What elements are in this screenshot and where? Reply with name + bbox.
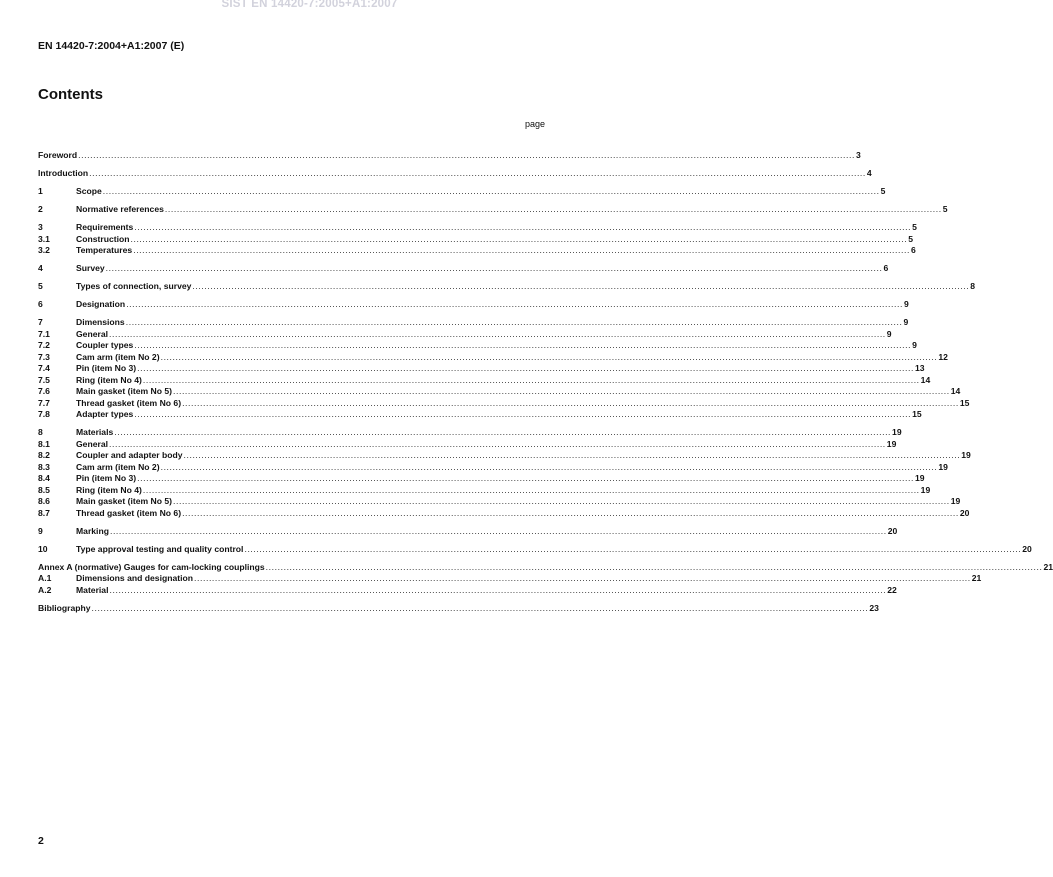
toc-entry[interactable] xyxy=(38,561,1053,574)
toc-entry-number: 8.1 xyxy=(38,438,50,449)
toc-entry-title: Pin (item No 3) xyxy=(76,473,137,483)
toc-entry[interactable] xyxy=(38,374,931,387)
toc-entry-title: Types of connection, survey xyxy=(76,281,192,291)
toc-entry-number: 2 xyxy=(38,204,43,214)
toc-entry[interactable] xyxy=(38,328,892,341)
toc-entry-number: 3.2 xyxy=(38,245,50,255)
toc-entry-page: 15 xyxy=(959,397,970,408)
toc-entry[interactable] xyxy=(38,317,909,329)
toc-entry-title: Adapter types xyxy=(76,409,134,419)
toc-entry-number: 7.4 xyxy=(38,363,50,373)
toc-dot-leader: .................................................................................................................................................................................................................................................................... xyxy=(160,461,938,472)
toc-entry-page: 8 xyxy=(970,281,975,291)
toc-entry[interactable] xyxy=(38,496,961,508)
toc-entry-title: Ring (item No 4) xyxy=(76,484,142,495)
toc-dot-leader: .................................................................................................................................................................................................................................................................... xyxy=(125,317,903,327)
toc-entry-page: 13 xyxy=(914,363,925,373)
toc-dot-leader: .................................................................................................................................................................................................................................................................... xyxy=(244,543,1022,554)
toc-entry-number: A.2 xyxy=(38,584,52,595)
toc-entry-number: 8.6 xyxy=(38,496,50,506)
toc-entry-title: Survey xyxy=(76,263,105,273)
toc-dot-leader: .................................................................................................................................................................................................................................................................... xyxy=(183,450,961,460)
toc-entry[interactable] xyxy=(38,386,961,398)
toc-entry-title: Annex A (normative) Gauges for cam-locking couplings xyxy=(38,561,265,572)
page-title: Contents xyxy=(38,86,103,103)
toc-dot-leader: .................................................................................................................................................................................................................................................................... xyxy=(78,150,855,160)
toc-entry-title: Pin (item No 3) xyxy=(76,363,137,373)
toc-entry-page: 20 xyxy=(1022,543,1032,554)
toc-entry[interactable] xyxy=(38,263,889,275)
toc-entry[interactable] xyxy=(38,450,971,462)
page-number: 2 xyxy=(38,835,44,847)
toc-entry-title: Coupler types xyxy=(76,340,134,350)
toc-entry[interactable] xyxy=(38,427,902,439)
toc-entry-title: Coupler and adapter body xyxy=(76,450,183,460)
toc-dot-leader: .................................................................................................................................................................................................................................................................... xyxy=(91,602,869,613)
toc-entry-title: Designation xyxy=(76,299,126,309)
toc-entry-title: Thread gasket (item No 6) xyxy=(76,397,182,408)
toc-dot-leader: .................................................................................................................................................................................................................................................................... xyxy=(142,484,920,495)
toc-entry-page: 19 xyxy=(886,438,897,449)
toc-entry-page: 5 xyxy=(942,204,948,214)
toc-entry-title: Foreword xyxy=(38,150,78,160)
toc-dot-leader: .................................................................................................................................................................................................................................................................... xyxy=(142,374,920,385)
toc-entry-title: Materials xyxy=(76,427,114,437)
toc-entry-title: Marking xyxy=(76,525,109,536)
toc-dot-leader: .................................................................................................................................................................................................................................................................... xyxy=(89,168,866,178)
toc-entry[interactable] xyxy=(38,245,916,257)
toc-entry-number: 8.4 xyxy=(38,473,50,483)
toc-entry[interactable] xyxy=(38,573,982,585)
toc-entry-page: 19 xyxy=(914,473,925,483)
toc-entry-page: 23 xyxy=(869,602,879,613)
toc-entry-number: 5 xyxy=(38,281,43,291)
toc-entry[interactable] xyxy=(38,602,879,615)
toc-entry[interactable] xyxy=(38,186,886,198)
toc-entry-number: 7.5 xyxy=(38,374,50,385)
toc-entry[interactable] xyxy=(38,150,861,162)
toc-dot-leader: .................................................................................................................................................................................................................................................................... xyxy=(137,363,914,373)
toc-entry-page: 19 xyxy=(920,484,931,495)
toc-entry-title: Requirements xyxy=(76,222,134,232)
toc-dot-leader: .................................................................................................................................................................................................................................................................... xyxy=(182,507,959,518)
toc-entry-title: Type approval testing and quality control xyxy=(76,543,244,554)
toc-entry-title: General xyxy=(76,328,109,339)
toc-entry-number: 7 xyxy=(38,317,43,327)
toc-entry-page: 4 xyxy=(866,168,872,178)
toc-entry[interactable] xyxy=(38,233,914,246)
toc-entry-page: 22 xyxy=(887,584,897,595)
toc-entry-page: 9 xyxy=(903,317,909,327)
toc-entry-title: Material xyxy=(76,584,109,595)
table-of-contents xyxy=(38,150,1053,614)
toc-entry[interactable] xyxy=(38,299,909,311)
toc-entry-page: 19 xyxy=(950,496,961,506)
toc-entry-number: 7.8 xyxy=(38,409,50,419)
toc-entry-page: 9 xyxy=(903,299,909,309)
toc-entry-number: 1 xyxy=(38,186,43,196)
toc-entry-page: 6 xyxy=(910,245,916,255)
toc-entry-title: Dimensions xyxy=(76,317,125,327)
toc-entry[interactable] xyxy=(38,507,970,520)
toc-dot-leader: .................................................................................................................................................................................................................................................................... xyxy=(137,473,914,483)
toc-dot-leader: .................................................................................................................................................................................................................................................................... xyxy=(114,427,892,437)
toc-dot-leader: .................................................................................................................................................................................................................................................................... xyxy=(134,340,912,350)
toc-entry-title: Cam arm (item No 2) xyxy=(76,461,160,472)
toc-entry-page: 20 xyxy=(887,525,898,536)
toc-dot-leader: .................................................................................................................................................................................................................................................................... xyxy=(164,204,942,214)
watermark: SIST EN 14420-7:2005+A1:2007 xyxy=(221,0,398,10)
toc-entry-title: Cam arm (item No 2) xyxy=(76,351,160,362)
toc-dot-leader: .................................................................................................................................................................................................................................................................... xyxy=(182,397,959,408)
toc-entry-title: Dimensions and designation xyxy=(76,573,193,583)
toc-entry-title: Main gasket (item No 5) xyxy=(76,386,172,396)
toc-dot-leader: .................................................................................................................................................................................................................................................................... xyxy=(109,328,886,339)
toc-entry-title: Bibliography xyxy=(38,602,91,613)
toc-entry-number: 10 xyxy=(38,543,48,554)
toc-entry-page: 21 xyxy=(1043,561,1053,572)
toc-dot-leader: .................................................................................................................................................................................................................................................................... xyxy=(160,351,938,362)
toc-entry-page: 14 xyxy=(920,374,931,385)
toc-dot-leader: .................................................................................................................................................................................................................................................................... xyxy=(265,561,1043,572)
toc-dot-leader: .................................................................................................................................................................................................................................................................... xyxy=(102,186,880,196)
toc-entry-page: 21 xyxy=(971,573,982,583)
toc-entry-number: 7.3 xyxy=(38,351,50,362)
toc-entry-page: 9 xyxy=(886,328,892,339)
toc-entry-title: Construction xyxy=(76,233,130,244)
toc-entry-number: 3.1 xyxy=(38,233,50,244)
toc-entry[interactable] xyxy=(38,584,897,597)
toc-entry-number: 8.7 xyxy=(38,507,50,518)
toc-entry-number: 8.2 xyxy=(38,450,50,460)
toc-entry-title: General xyxy=(76,438,109,449)
toc-entry-page: 3 xyxy=(855,150,861,160)
toc-entry-page: 14 xyxy=(950,386,961,396)
toc-entry[interactable] xyxy=(38,484,931,497)
toc-entry-title: Introduction xyxy=(38,168,89,178)
page-column-label: page xyxy=(524,119,545,129)
toc-entry-page: 19 xyxy=(892,427,902,437)
toc-entry-page: 5 xyxy=(912,222,917,232)
toc-dot-leader: .................................................................................................................................................................................................................................................................... xyxy=(172,496,950,506)
toc-entry-number: A.1 xyxy=(38,573,52,583)
toc-entry-title: Main gasket (item No 5) xyxy=(76,496,172,506)
toc-entry-page: 12 xyxy=(938,351,948,362)
toc-entry-number: 9 xyxy=(38,525,43,536)
toc-entry[interactable] xyxy=(38,438,897,451)
toc-entry-title: Ring (item No 4) xyxy=(76,374,142,385)
toc-entry[interactable] xyxy=(38,525,898,538)
toc-entry-number: 7.2 xyxy=(38,340,50,350)
toc-entry-page: 20 xyxy=(959,507,970,518)
toc-entry-number: 6 xyxy=(38,299,43,309)
toc-entry-page: 15 xyxy=(912,409,922,419)
toc-entry[interactable] xyxy=(38,281,975,293)
document-reference: EN 14420-7:2004+A1:2007 (E) xyxy=(38,40,185,52)
toc-entry[interactable] xyxy=(38,461,948,474)
toc-dot-leader: .................................................................................................................................................................................................................................................................... xyxy=(194,573,971,583)
toc-entry-page: 5 xyxy=(880,186,886,196)
toc-dot-leader: .................................................................................................................................................................................................................................................................... xyxy=(134,409,912,419)
toc-entry-title: Thread gasket (item No 6) xyxy=(76,507,182,518)
toc-entry-number: 8.3 xyxy=(38,461,50,472)
toc-dot-leader: .................................................................................................................................................................................................................................................................... xyxy=(109,525,887,536)
toc-dot-leader: .................................................................................................................................................................................................................................................................... xyxy=(134,222,912,232)
toc-entry[interactable] xyxy=(38,397,970,410)
toc-entry-page: 6 xyxy=(883,263,889,273)
toc-entry-title: Temperatures xyxy=(76,245,133,255)
toc-entry-page: 9 xyxy=(912,340,917,350)
toc-dot-leader: .................................................................................................................................................................................................................................................................... xyxy=(172,386,950,396)
toc-entry-title: Scope xyxy=(76,186,102,196)
toc-entry-page: 19 xyxy=(938,461,948,472)
toc-entry-number: 7.6 xyxy=(38,386,50,396)
toc-entry-page: 19 xyxy=(961,450,971,460)
toc-entry-page: 5 xyxy=(908,233,914,244)
toc-entry[interactable] xyxy=(38,351,948,364)
toc-entry-title: Normative references xyxy=(76,204,164,214)
toc-entry[interactable] xyxy=(38,204,948,216)
toc-entry-number: 4 xyxy=(38,263,43,273)
toc-dot-leader: .................................................................................................................................................................................................................................................................... xyxy=(133,245,910,255)
toc-entry[interactable] xyxy=(38,363,925,375)
toc-entry-number: 3 xyxy=(38,222,43,232)
toc-entry-number: 7.1 xyxy=(38,328,50,339)
toc-entry[interactable] xyxy=(38,340,917,352)
toc-dot-leader: .................................................................................................................................................................................................................................................................... xyxy=(130,233,908,244)
toc-entry[interactable] xyxy=(38,409,922,421)
toc-entry-number: 8.5 xyxy=(38,484,50,495)
toc-entry[interactable] xyxy=(38,168,872,180)
toc-dot-leader: .................................................................................................................................................................................................................................................................... xyxy=(109,438,886,449)
toc-dot-leader: .................................................................................................................................................................................................................................................................... xyxy=(192,281,970,291)
toc-entry-number: 7.7 xyxy=(38,397,50,408)
toc-entry[interactable] xyxy=(38,473,925,485)
toc-dot-leader: .................................................................................................................................................................................................................................................................... xyxy=(126,299,903,309)
toc-dot-leader: .................................................................................................................................................................................................................................................................... xyxy=(109,584,887,595)
toc-entry-number: 8 xyxy=(38,427,43,437)
toc-entry[interactable] xyxy=(38,222,917,234)
toc-dot-leader: .................................................................................................................................................................................................................................................................... xyxy=(105,263,883,273)
toc-entry[interactable] xyxy=(38,543,1032,556)
